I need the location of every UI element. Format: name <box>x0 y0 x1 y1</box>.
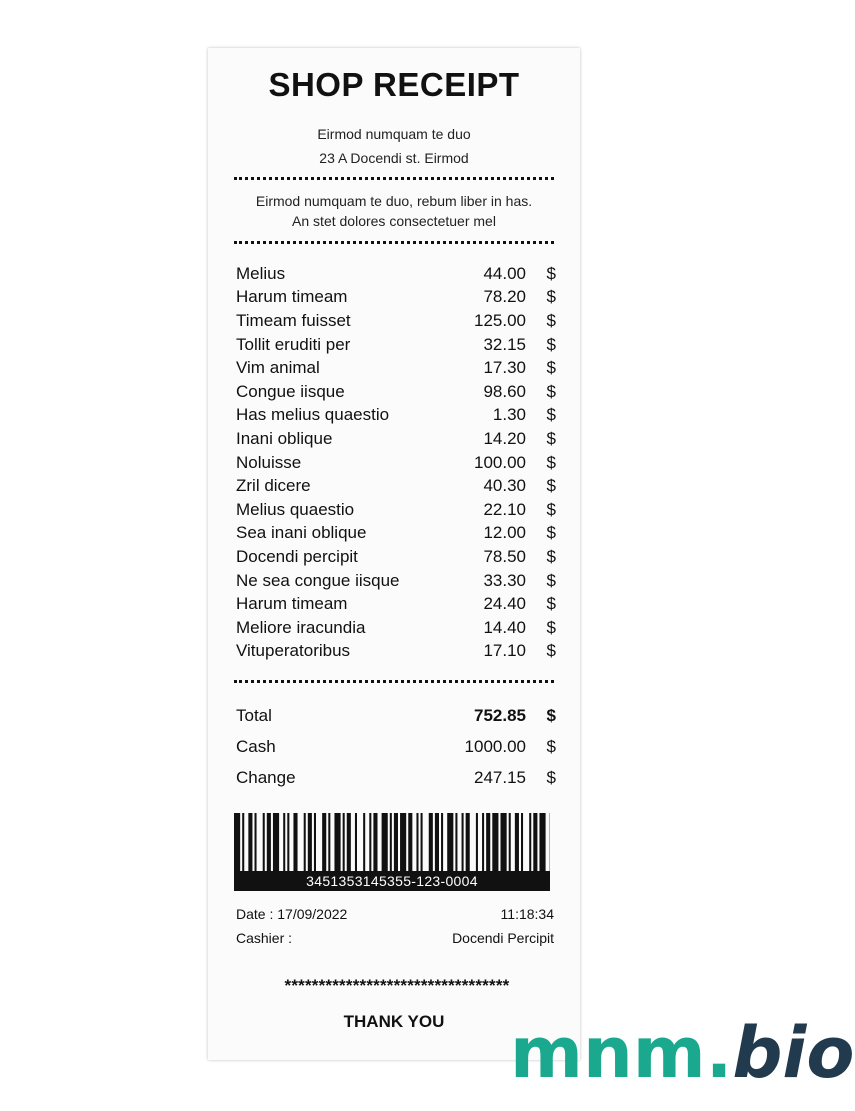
currency-symbol: $ <box>546 546 556 566</box>
currency-symbol: $ <box>546 405 556 425</box>
currency-symbol: $ <box>546 570 556 590</box>
currency-symbol: $ <box>546 358 556 378</box>
time-value: 11:18:34 <box>500 906 554 922</box>
date-label: Date : 17/09/2022 <box>236 906 348 922</box>
currency-symbol: $ <box>546 428 556 448</box>
currency-symbol: $ <box>546 641 556 661</box>
currency-symbol: $ <box>546 617 556 637</box>
currency-symbol: $ <box>546 452 556 472</box>
line-item <box>236 404 556 428</box>
change-row <box>236 762 556 793</box>
item-amount: 14.40 <box>483 617 526 637</box>
currency-symbol: $ <box>546 334 556 354</box>
line-item <box>236 592 556 616</box>
receipt-title: SHOP RECEIPT <box>268 66 520 103</box>
cashier-name: Docendi Percipit <box>452 930 554 946</box>
item-name: Sea inani oblique <box>236 523 367 543</box>
item-name: Docendi percipit <box>236 546 358 566</box>
item-name: Zril dicere <box>236 476 311 496</box>
item-name: Timeam fuisset <box>236 310 351 330</box>
currency-symbol: $ <box>546 736 556 756</box>
line-item <box>236 451 556 475</box>
line-item <box>236 427 556 451</box>
item-amount: 33.30 <box>483 570 526 590</box>
currency-symbol: $ <box>546 767 556 787</box>
totals-section <box>236 700 556 793</box>
line-item <box>236 286 556 310</box>
item-name: Inani oblique <box>236 428 333 448</box>
line-item <box>236 356 556 380</box>
currency-symbol: $ <box>546 499 556 519</box>
currency-symbol: $ <box>546 523 556 543</box>
item-amount: 78.20 <box>483 287 526 307</box>
change-value: 247.15 <box>474 767 526 787</box>
currency-symbol: $ <box>546 287 556 307</box>
line-item <box>236 616 556 640</box>
cash-label: Cash <box>236 736 276 756</box>
receipt <box>208 48 580 1060</box>
total-value: 752.85 <box>474 705 526 725</box>
item-name: Noluisse <box>236 452 302 472</box>
total-label: Total <box>236 705 272 725</box>
cash-row <box>236 731 556 762</box>
shop-name: Eirmod numquam te duo <box>317 126 471 142</box>
note-line-1: Eirmod numquam te duo, rebum liber in has. <box>255 193 533 209</box>
dotted-divider <box>234 177 554 180</box>
cashier-label: Cashier : <box>236 930 293 946</box>
line-item <box>236 309 556 333</box>
shop-address: 23 A Docendi st. Eirmod <box>319 150 469 166</box>
line-item <box>236 522 556 546</box>
item-name: Tollit eruditi per <box>236 334 351 354</box>
item-amount: 125.00 <box>474 310 526 330</box>
line-item <box>236 474 556 498</box>
line-item <box>236 545 556 569</box>
line-item <box>236 380 556 404</box>
item-list <box>236 262 556 663</box>
item-amount: 32.15 <box>483 334 526 354</box>
item-name: Vituperatoribus <box>236 641 351 661</box>
item-amount: 100.00 <box>474 452 526 472</box>
item-amount: 17.10 <box>483 641 526 661</box>
thank-you-message: THANK YOU <box>343 1012 445 1031</box>
item-name: Meliore iracundia <box>236 617 366 637</box>
item-amount: 14.20 <box>483 428 526 448</box>
watermark-part-2: bio <box>732 1012 855 1094</box>
dotted-divider <box>234 680 554 683</box>
line-item <box>236 569 556 593</box>
item-name: Ne sea congue iisque <box>236 570 400 590</box>
item-amount: 1.30 <box>492 405 526 425</box>
currency-symbol: $ <box>546 705 556 725</box>
item-name: Harum timeam <box>236 287 348 307</box>
cashier-row <box>236 930 554 946</box>
item-amount: 17.30 <box>483 358 526 378</box>
item-name: Has melius quaestio <box>236 405 390 425</box>
currency-symbol: $ <box>546 263 556 283</box>
item-name: Congue iisque <box>236 381 345 401</box>
change-label: Change <box>236 767 296 787</box>
date-time-row <box>236 906 554 922</box>
currency-symbol: $ <box>546 310 556 330</box>
watermark-part-1: mnm. <box>510 1012 733 1094</box>
line-item <box>236 498 556 522</box>
star-divider: ********************************* <box>284 976 510 995</box>
item-amount: 40.30 <box>483 476 526 496</box>
item-name: Melius <box>236 263 286 283</box>
item-amount: 12.00 <box>483 523 526 543</box>
dotted-divider <box>234 241 554 244</box>
item-name: Harum timeam <box>236 594 348 614</box>
note-line-2: An stet dolores consectetuer mel <box>292 213 496 229</box>
barcode-number: 3451353145355-123-0004 <box>234 871 550 891</box>
cash-value: 1000.00 <box>464 736 526 756</box>
item-amount: 24.40 <box>483 594 526 614</box>
item-amount: 78.50 <box>483 546 526 566</box>
watermark-logo <box>510 1012 855 1094</box>
currency-symbol: $ <box>546 476 556 496</box>
currency-symbol: $ <box>546 594 556 614</box>
item-name: Vim animal <box>236 358 320 378</box>
item-amount: 22.10 <box>483 499 526 519</box>
item-amount: 44.00 <box>483 263 526 283</box>
line-item <box>236 262 556 286</box>
line-item <box>236 333 556 357</box>
currency-symbol: $ <box>546 381 556 401</box>
item-amount: 98.60 <box>483 381 526 401</box>
total-row <box>236 700 556 731</box>
item-name: Melius quaestio <box>236 499 355 519</box>
line-item <box>236 640 556 664</box>
